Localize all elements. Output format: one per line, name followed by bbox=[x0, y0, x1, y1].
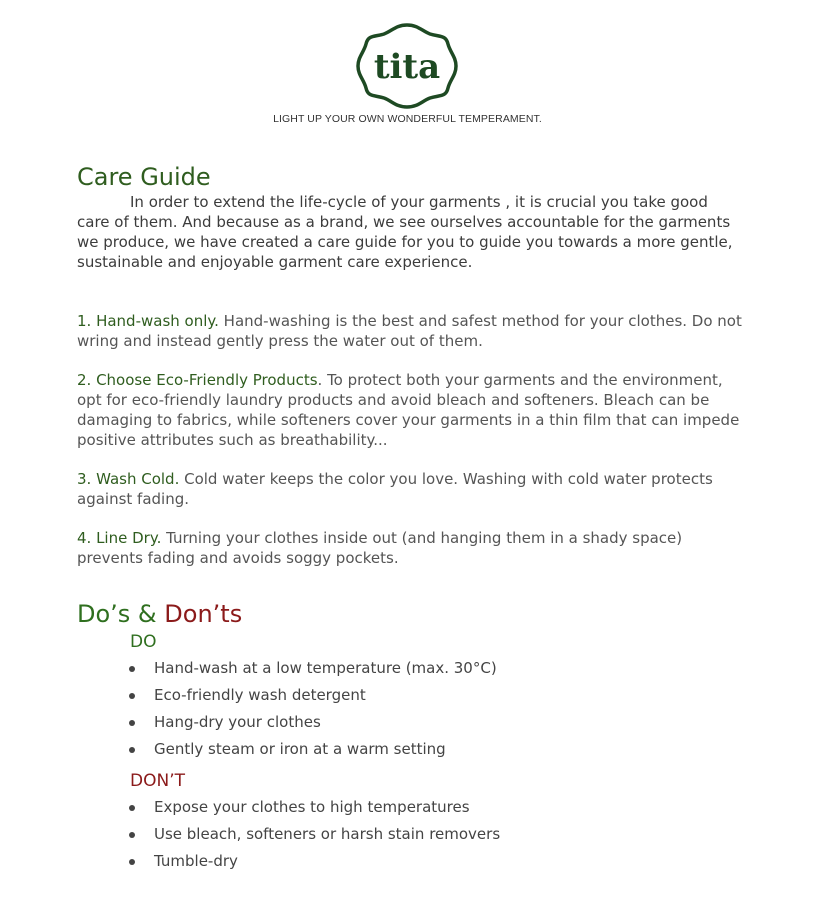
care-step-lead: 1. Hand-wash only. bbox=[77, 312, 219, 330]
main-content bbox=[77, 162, 745, 881]
do-list-item bbox=[154, 685, 745, 712]
dont-list bbox=[77, 797, 745, 878]
bullet-icon bbox=[129, 720, 135, 726]
do-list-item bbox=[154, 739, 745, 766]
care-guide-title: Care Guide bbox=[77, 163, 211, 191]
dont-item-text: Use bleach, softeners or harsh stain removers bbox=[154, 825, 501, 843]
dos-title-amp: & bbox=[130, 600, 165, 628]
dos-title-dont: Don’ts bbox=[164, 600, 243, 628]
do-item-text: Gently steam or iron at a warm setting bbox=[154, 740, 446, 758]
dont-list-item bbox=[154, 797, 745, 824]
dont-list-item bbox=[154, 851, 745, 878]
dos-title-do: Do’s bbox=[77, 600, 131, 628]
dont-item-text: Expose your clothes to high temperatures bbox=[154, 798, 470, 816]
do-item-text: Hang-dry your clothes bbox=[154, 713, 321, 731]
do-list-item bbox=[154, 712, 745, 739]
care-step-lead: 2. Choose Eco-Friendly Products bbox=[77, 371, 318, 389]
brand-logo-text: tita bbox=[373, 47, 441, 87]
do-list-item bbox=[154, 658, 745, 685]
dos-donts-title bbox=[77, 599, 745, 629]
bullet-icon bbox=[129, 832, 135, 838]
bullet-icon bbox=[129, 666, 135, 672]
care-step-text: Turning your clothes inside out (and hanging them in a shady space) prevents fading and avoids soggy pockets. bbox=[77, 529, 683, 567]
dont-list-item bbox=[154, 824, 745, 851]
care-step bbox=[77, 370, 745, 450]
bullet-icon bbox=[129, 805, 135, 811]
brand-logo-badge bbox=[356, 22, 458, 110]
bullet-icon bbox=[129, 859, 135, 865]
dont-item-text: Tumble-dry bbox=[154, 852, 238, 870]
care-step-text: . To protect both your garments and the environment, opt for eco-friendly laundry products and avoid bleach and softeners. Bleach can be damaging to fabrics, while softeners cover your garments in a thin film that can impede positive attributes such as breathability... bbox=[77, 371, 740, 449]
care-step-lead: 3. Wash Cold. bbox=[77, 470, 180, 488]
care-step-lead: 4. Line Dry. bbox=[77, 529, 162, 547]
care-step bbox=[77, 469, 745, 509]
care-step-text: Cold water keeps the color you love. Washing with cold water protects against fading. bbox=[77, 470, 713, 508]
brand-logo bbox=[356, 22, 458, 110]
dont-heading: DON’T bbox=[130, 771, 185, 791]
do-list bbox=[77, 658, 745, 766]
do-heading: DO bbox=[130, 632, 157, 652]
do-item-text: Eco-friendly wash detergent bbox=[154, 686, 366, 704]
care-step-text: Hand-washing is the best and safest method for your clothes. Do not wring and instead gently press the water out of them. bbox=[77, 312, 742, 350]
care-guide-intro: In order to extend the life-cycle of your garments , it is crucial you take good care of them. And because as a brand, we see ourselves accountable for the garments we produce, we have created a care guide for you to guide you towards a more gentle, sustainable and enjoyable garment care experience. bbox=[77, 193, 733, 271]
bullet-icon bbox=[129, 747, 135, 753]
brand-tagline: LIGHT UP YOUR OWN WONDERFUL TEMPERAMENT. bbox=[273, 113, 542, 125]
care-steps bbox=[77, 311, 745, 568]
care-step bbox=[77, 528, 745, 568]
care-step bbox=[77, 311, 745, 351]
do-item-text: Hand-wash at a low temperature (max. 30°C) bbox=[154, 659, 497, 677]
bullet-icon bbox=[129, 693, 135, 699]
